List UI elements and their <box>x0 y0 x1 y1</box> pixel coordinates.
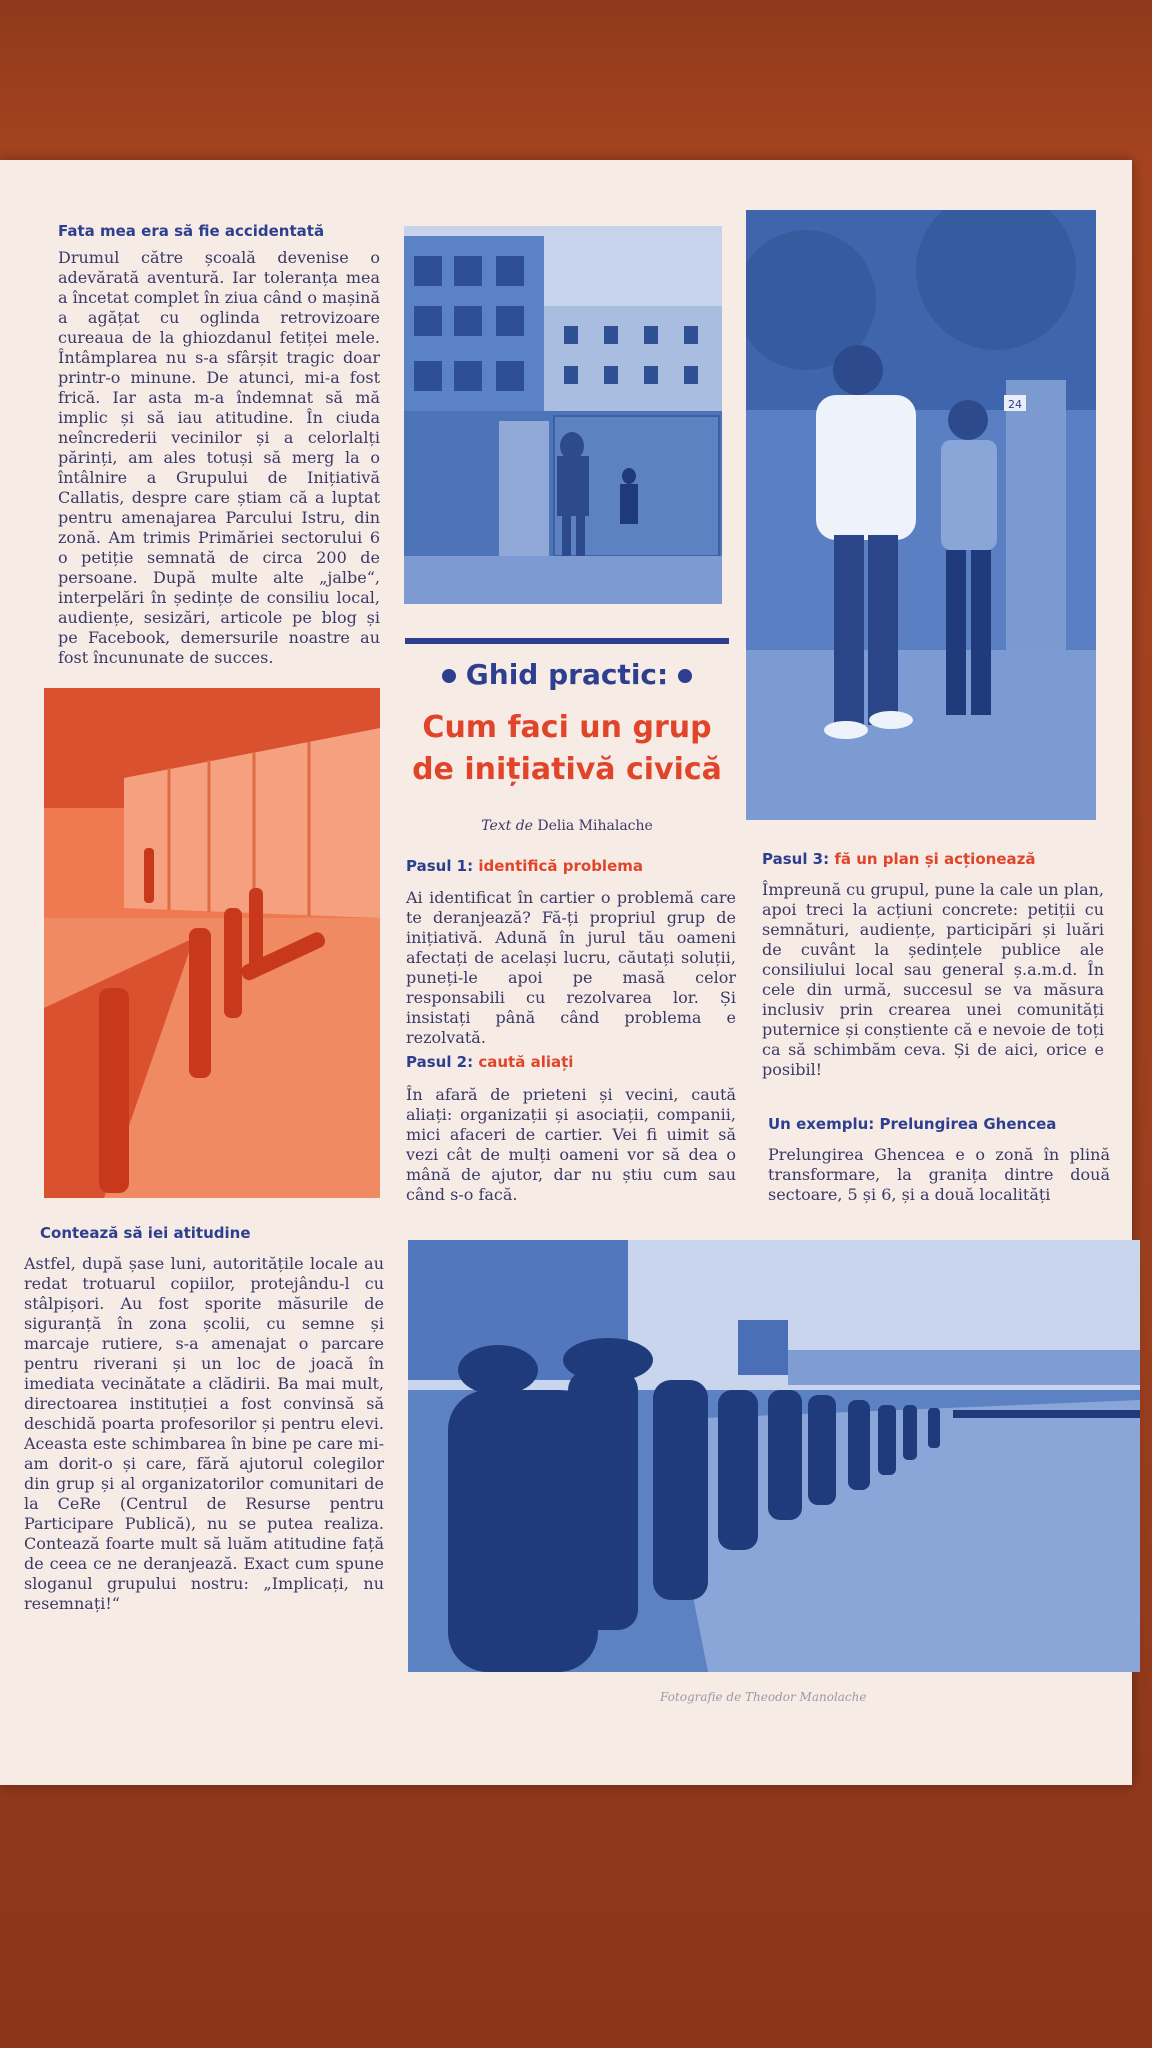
step3-heading <box>762 850 1092 868</box>
step1-body: Ai identificat în cartier o problemă care te deranjează? Fă-ți propriul grup de inițiativă. Adună în jurul tău oameni afectați de același lucru, căutați soluții, puneți-le apoi pe masă celor responsabili cu rezolvarea lor. Și insistați până când problema e rezolvată. <box>406 888 736 1047</box>
guide-title-line1-wrap <box>400 658 734 691</box>
byline-author: Delia Mihalache <box>537 818 653 834</box>
example-body: Prelungirea Ghencea e o zonă în plină transformare, la granița dintre două sectoare, 5 și 6, și a două localități <box>768 1145 1110 1204</box>
step1-heading <box>406 857 736 875</box>
couple-photo <box>746 210 1096 820</box>
example-heading: Un exemplu: Prelungirea Ghencea <box>768 1115 1057 1133</box>
step3-body: Împreună cu grupul, pune la cale un plan, apoi treci la acțiuni concrete: petiții cu semnături, audiențe, participări și luări de cuvânt la ședințele publice ale consiliului local sau general ș.a.m.d. În cele din urmă, succesul se va măsura inclusiv prin crearea unei comunități puternice și conștiente că e nevoie de toți ca să schimbăm ceva. Și de aici, orice e posibil! <box>762 880 1104 1079</box>
couple-photo-drawing <box>746 210 1096 820</box>
bullet-dot-right-icon <box>678 669 692 683</box>
step2-title: caută aliați <box>478 1053 574 1071</box>
bullet-dot-left-icon <box>442 669 456 683</box>
step1-label: Pasul 1: <box>406 857 474 875</box>
guide-title-line2: Cum faci un grup <box>422 710 712 745</box>
guide-title-line1: Ghid practic: <box>465 658 669 691</box>
byline <box>400 818 734 834</box>
crowd-photo-drawing <box>408 1240 1140 1672</box>
bollards-photo-drawing <box>44 688 380 1198</box>
school-photo <box>404 226 722 604</box>
crowd-photo <box>408 1240 1140 1672</box>
house-number: 24 <box>1008 398 1022 411</box>
step2-label: Pasul 2: <box>406 1053 474 1071</box>
step3-label: Pasul 3: <box>762 850 830 868</box>
guide-title-line3: de inițiativă civică <box>412 752 722 787</box>
section-body-attitude: Astfel, după șase luni, autoritățile locale au redat trotuarul copiilor, protejându-l cu stâlpișori. Au fost sporite măsurile de siguranță în zona școlii, cu semne și marcaje rutiere, s-a amenajat o parcare pentru riverani și un loc de joacă în imediata vecinătate a clădirii. Ba mai mult, directoarea instituției a fost convinsă să deschidă poarta profesorilor și pentru elevi. Aceasta este schimbarea în bine pe care mi-am dorit-o și care, fără ajutorul colegilor din grup și al organizatorilor comunitari de la CeRe (Centrul de Resurse pentru Participare Publică), nu se putea realiza. Contează foarte mult să luăm atitudine față de ceea ce ne deranjează. Exact cum spune sloganul grupului nostru: „Implicați, nu resemnați!“ <box>24 1254 384 1613</box>
magazine-page <box>0 160 1132 1785</box>
byline-prefix: Text de <box>481 818 533 834</box>
title-divider <box>405 638 729 644</box>
section-body-accident: Drumul către școală devenise o adevărată aventură. Iar toleranța mea a încetat complet în ziua când o mașină a agățat cu oglinda retrovizoare cureaua de la ghiozdanul fetiței mele. Întâmplarea nu s-a sfârșit tragic doar printr-o minune. De atunci, mi-a fost frică. Iar asta m-a îndemnat să mă implic și să iau atitudine. În ciuda neîncrederii vecinilor și a celorlalți părinți, am ales totuși să merg la o întâlnire a Grupului de Inițiativă Callatis, despre care știam că a luptat pentru amenajarea Parcului Istru, din zonă. Am trimis Primăriei sectorului 6 o petiție semnată de circa 200 de persoane. După multe alte „jalbe“, interpelări în ședințe de consiliu local, audiențe, sesizări, articole pe blog și pe Facebook, demersurile noastre au fost încununate de succes. <box>58 248 380 667</box>
step1-title: identifică problema <box>478 857 644 875</box>
section-heading-accident: Fata mea era să fie accidentată <box>58 222 325 240</box>
photo-credit: Fotografie de Theodor Manolache <box>660 1690 867 1704</box>
section-heading-attitude: Contează să iei atitudine <box>40 1224 251 1242</box>
step2-heading <box>406 1053 736 1071</box>
step3-title: fă un plan și acționează <box>834 850 1036 868</box>
bollards-photo <box>44 688 380 1198</box>
step2-body: În afară de prieteni și vecini, caută aliați: organizații și asociații, companii, mici afaceri de cartier. Vei fi uimit să vezi cât de mulți oameni vor să dea o mână de ajutor, dar nu știu cum sau când s-o facă. <box>406 1085 736 1204</box>
school-photo-drawing <box>404 226 722 604</box>
